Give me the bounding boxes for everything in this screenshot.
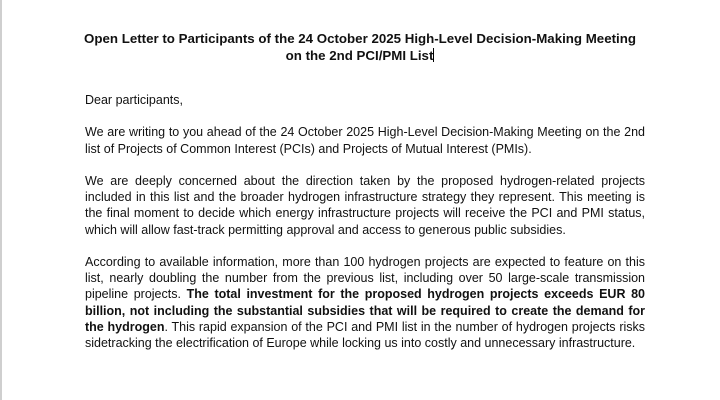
paragraph-1: We are writing to you ahead of the 24 October 2025 High-Level Decision-Making Meeting on the 2nd list of Projects of Common Interest (PCIs) and Projects of Mutual Interest (PMIs). <box>85 125 645 156</box>
title-line-2-wrap <box>0 47 720 64</box>
letter-title <box>0 30 720 64</box>
letter-body[interactable] <box>85 92 645 351</box>
text-cursor <box>433 48 434 62</box>
paragraph-3 <box>85 254 645 351</box>
salutation: Dear participants, <box>85 93 183 107</box>
title-line-1: Open Letter to Participants of the 24 October 2025 High-Level Decision-Making Meeting <box>84 31 636 46</box>
paragraph-3-end: . This rapid expansion of the PCI and PMI list in the number of hydrogen projects risks sidetracking the electrification of Europe while locking us into costly and unnecessary infrastructure. <box>85 319 646 350</box>
paragraph-2: We are deeply concerned about the direction taken by the proposed hydrogen-related projects included in this list and the broader hydrogen infrastructure strategy they represent. This meeting is the final moment to decide which energy infrastructure projects will receive the PCI and PMI status, which will allow fast-track permitting approval and access to generous public subsidies. <box>85 173 645 237</box>
paragraph-3-emphasis: The total investment for the proposed hydrogen projects exceeds EUR 80 billion, not including the substantial subsidies that will be required to create the demand for the hydrogen <box>85 287 646 334</box>
title-line-2: on the 2nd PCI/PMI List <box>285 48 434 63</box>
paragraph-3-start: According to available information, more than 100 hydrogen projects are expected to feature on this list, nearly doubling the number from the previous list, including over 50 large-scale transmission pipeline projects. <box>85 254 645 302</box>
